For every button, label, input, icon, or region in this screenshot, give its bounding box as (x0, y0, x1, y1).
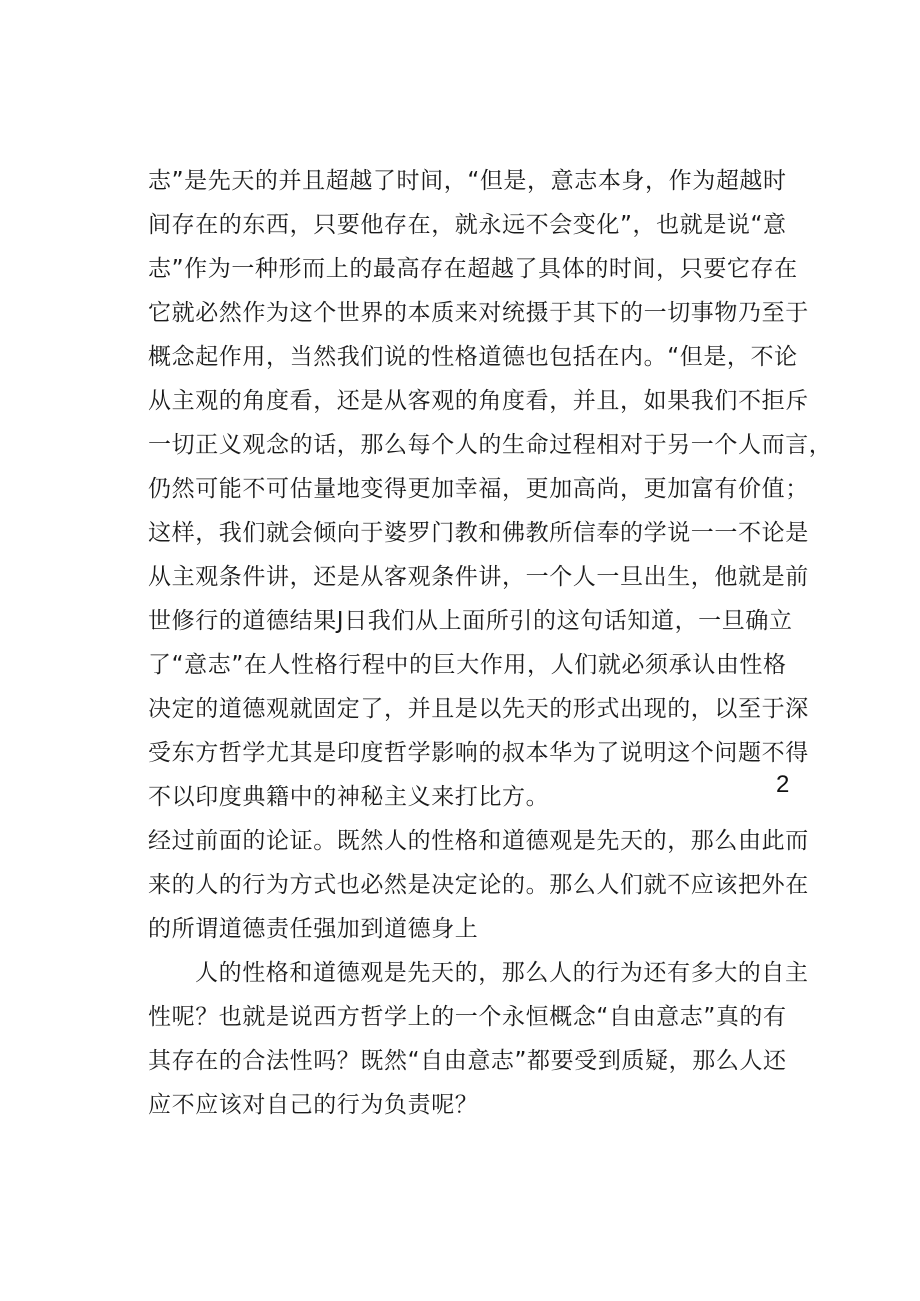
paragraph-1-line: 一切正义观念的话，那么每个人的生命过程相对于另一个人而言， (148, 432, 833, 458)
paragraph-2-line: 的所谓道德责任强加到道德身上 (148, 916, 479, 942)
paragraph-3-line: 性呢？也就是说西方哲学上的一个永恒概念“自由意志”真的有 (148, 1004, 787, 1030)
paragraph-1-line: 世修行的道德结果J日我们从上面所引的这句话知道，一旦确立 (148, 608, 793, 634)
paragraph-1-line: 受东方哲学尤其是印度哲学影响的叔本华为了说明这个问题不得 (148, 740, 809, 766)
paragraph-3-line: 其存在的合法性吗？既然“自由意志”都要受到质疑，那么人还 (148, 1048, 787, 1074)
paragraph-1-line: 概念起作用，当然我们说的性格道德也包括在内。“但是，不论 (148, 344, 798, 370)
paragraph-3-line: 应不应该对自己的行为负责呢？ (148, 1092, 479, 1118)
paragraph-1-line: 志”作为一种形而上的最高存在超越了具体的时间，只要它存在 (148, 256, 798, 282)
paragraph-1-line: 决定的道德观就固定了，并且是以先天的形式出现的，以至于深 (148, 696, 809, 722)
paragraph-1-line: 了“意志”在人性格行程中的巨大作用，人们就必须承认由性格 (148, 652, 787, 678)
paragraph-2-line: 来的人的行为方式也必然是决定论的。那么人们就不应该把外在 (148, 872, 809, 898)
paragraph-1-line: 它就必然作为这个世界的本质来对统摄于其下的一切事物乃至于 (148, 300, 809, 326)
paragraph-1-line: 从主观的角度看，还是从客观的角度看，并且，如果我们不拒斥 (148, 388, 809, 414)
paragraph-1-line: 不以印度典籍中的神秘主义来打比方。 (148, 784, 550, 810)
paragraph-1-line: 仍然可能不可估量地变得更加幸福，更加高尚，更加富有价值； (148, 476, 809, 502)
paragraph-1-line: 志”是先天的并且超越了时间，“但是，意志本身，作为超越时 (148, 168, 787, 194)
paragraph-1-line: 这样，我们就会倾向于婆罗门教和佛教所信奉的学说一一不论是 (148, 520, 809, 546)
paragraph-2-line: 经过前面的论证。既然人的性格和道德观是先天的，那么由此而 (148, 828, 809, 854)
paragraph-3-line: 人的性格和道德观是先天的，那么人的行为还有多大的自主 (195, 960, 809, 986)
paragraph-1-line: 从主观条件讲，还是从客观条件讲，一个人一旦出生，他就是前 (148, 564, 809, 590)
page-number: 2 (776, 771, 790, 798)
paragraph-1-line: 间存在的东西，只要他存在，就永远不会变化”，也就是说“意 (148, 212, 787, 238)
